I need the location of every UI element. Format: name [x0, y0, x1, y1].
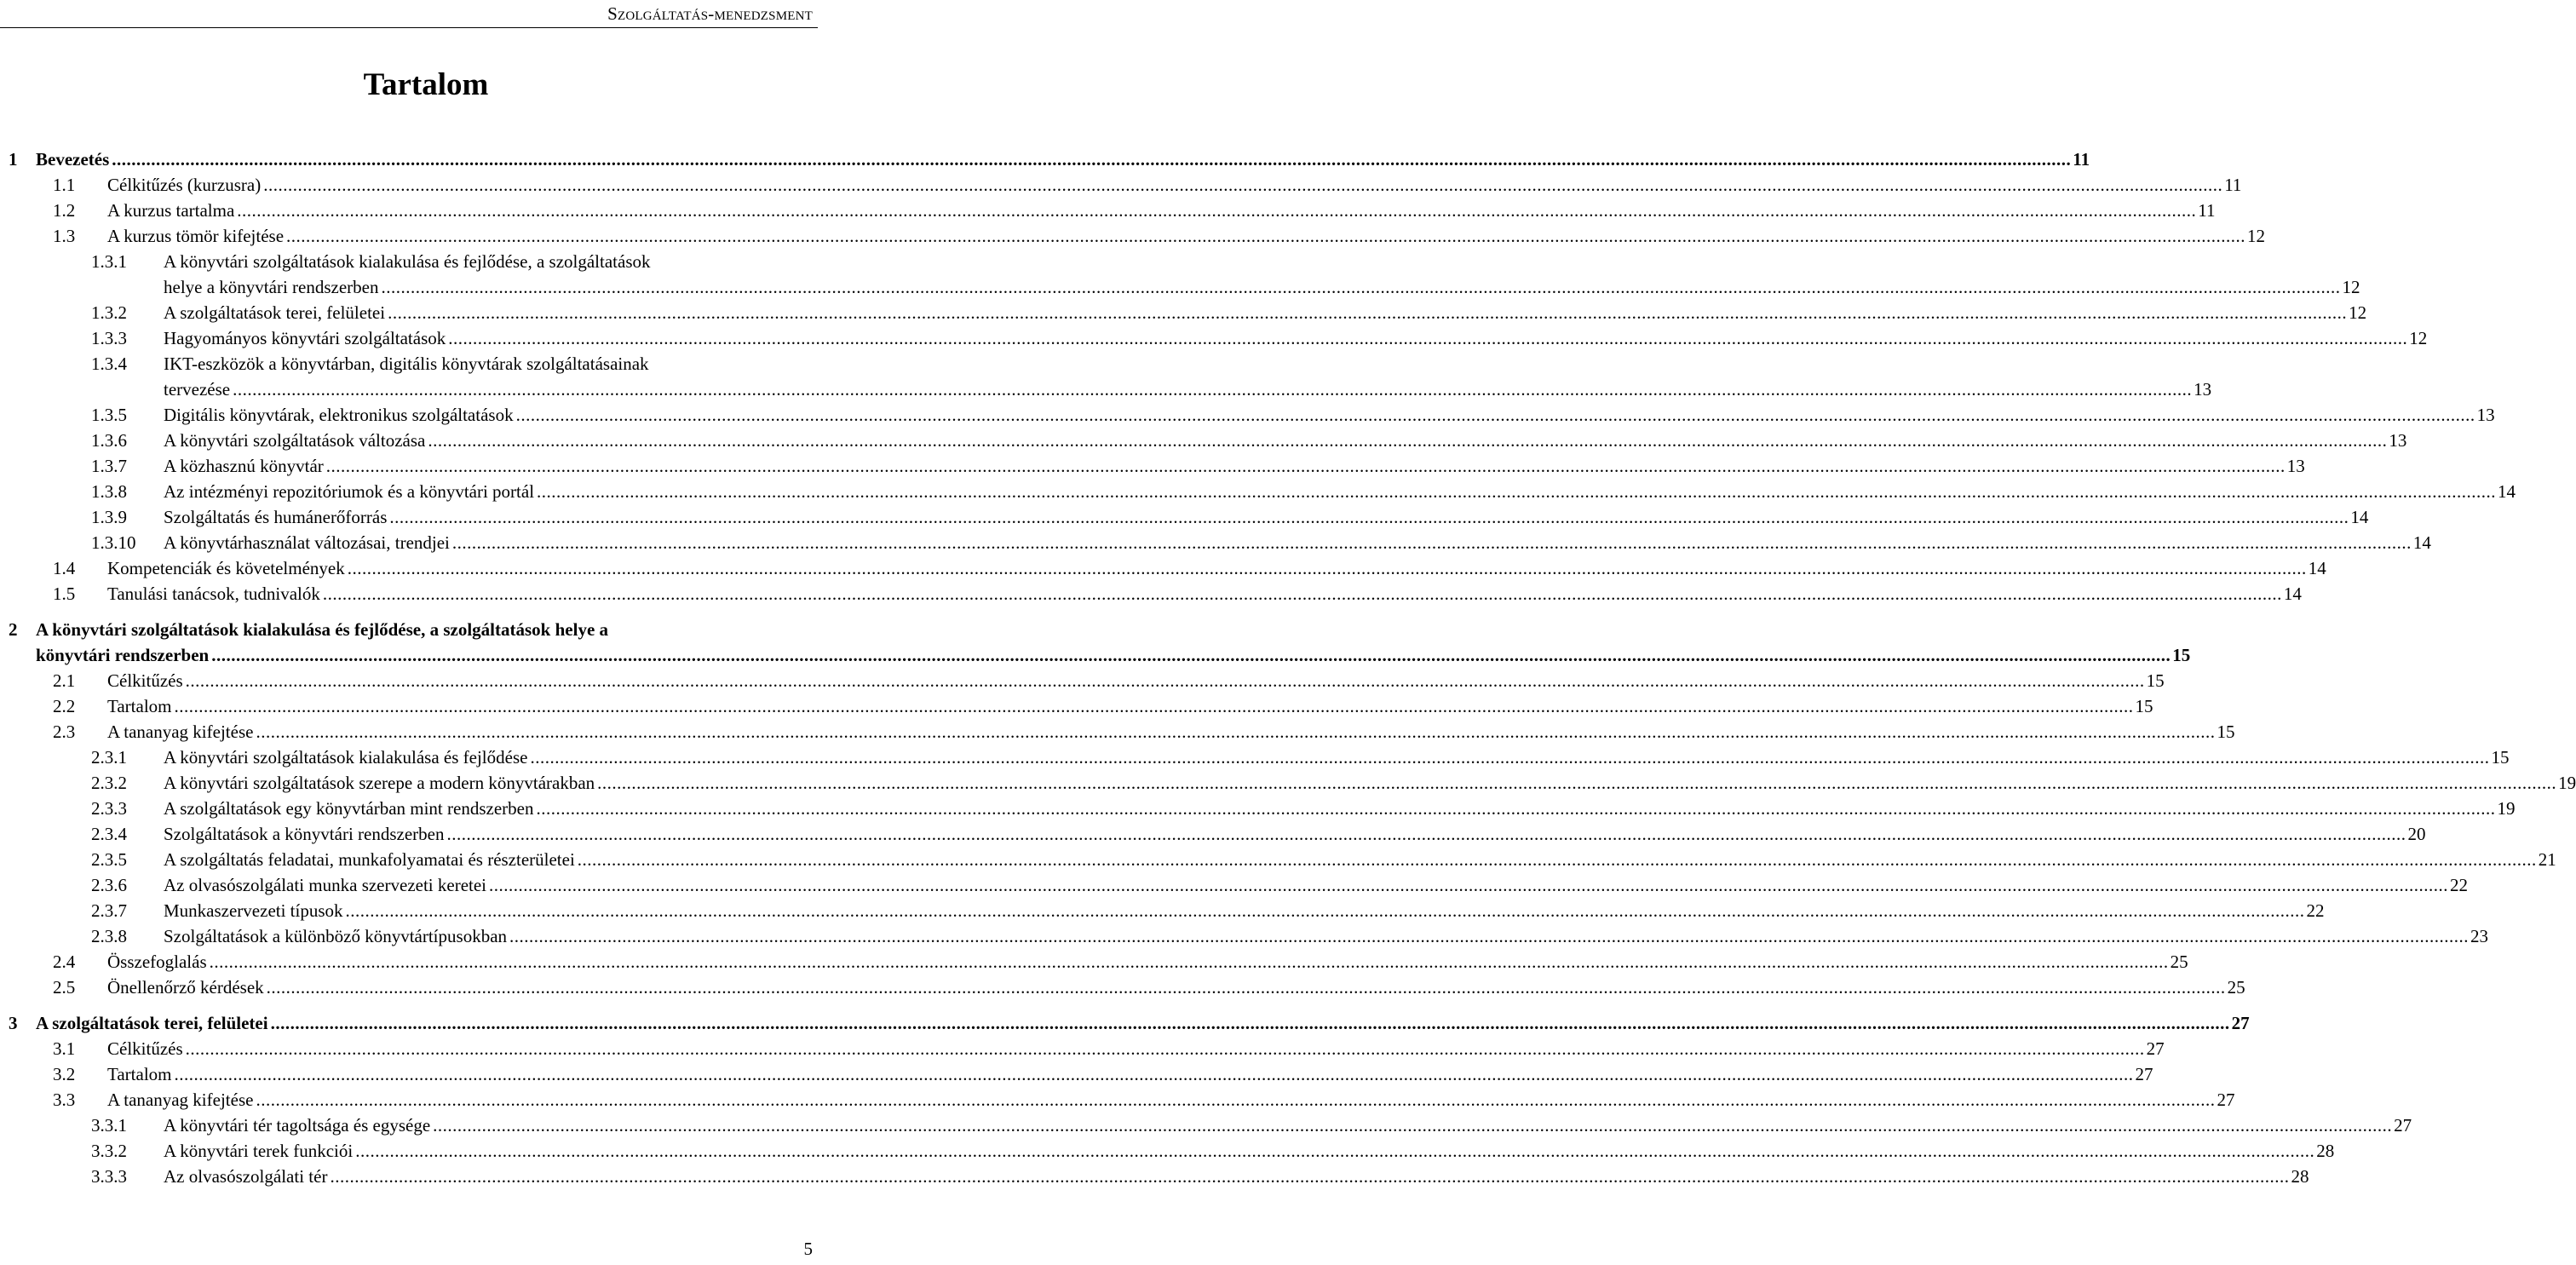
toc-entry-number: 1.3.3	[91, 328, 127, 348]
toc-entry[interactable]	[0, 796, 2516, 821]
dot-leader: ................................................................................................................................................................................................................................................................................................................................................................................................................	[185, 670, 2145, 691]
toc-entry-title: A közhasznú könyvtár	[164, 456, 324, 476]
toc-entry-page: 12	[2247, 226, 2266, 246]
toc-entry-page: 25	[2170, 952, 2188, 972]
toc-entry-title: Tartalom	[107, 1064, 172, 1084]
toc-entry[interactable]	[0, 249, 2360, 300]
toc-entry-page: 13	[2194, 379, 2212, 400]
toc-entry-title: könyvtári rendszerben	[36, 645, 210, 665]
toc-entry-page: 19	[2497, 798, 2516, 819]
toc-entry[interactable]	[0, 1036, 2165, 1061]
toc-entry-number: 2.5	[53, 977, 76, 998]
dot-leader: ................................................................................................................................................................................................................................................................................................................................................................................................................	[388, 302, 2348, 323]
toc-entry-number: 3.3.3	[91, 1166, 127, 1187]
dot-leader: ................................................................................................................................................................................................................................................................................................................................................................................................................	[233, 379, 2193, 400]
dot-leader: ................................................................................................................................................................................................................................................................................................................................................................................................................	[433, 1115, 2393, 1136]
toc-entry-title: Bevezetés	[36, 149, 110, 170]
dot-leader: ................................................................................................................................................................................................................................................................................................................................................................................................................	[270, 1013, 2230, 1033]
toc-entry-title: A könyvtári szolgáltatások kialakulása és fejlődése	[164, 747, 528, 768]
dot-leader: ................................................................................................................................................................................................................................................................................................................................................................................................................	[577, 849, 2537, 870]
toc-entry-number: 3.1	[53, 1038, 76, 1059]
toc-entry-number: 1.1	[53, 175, 76, 195]
toc-entry-number: 2.3.7	[91, 900, 127, 921]
toc-entry[interactable]	[0, 147, 2090, 172]
toc-entry[interactable]	[0, 198, 2216, 223]
dot-leader: ................................................................................................................................................................................................................................................................................................................................................................................................................	[347, 558, 2307, 578]
dot-leader: ................................................................................................................................................................................................................................................................................................................................................................................................................	[112, 149, 2072, 170]
toc-entry[interactable]	[0, 923, 2489, 949]
toc-entry-title: A kurzus tartalma	[107, 200, 235, 221]
toc-entry-title: A tananyag kifejtése	[107, 1090, 254, 1110]
toc-entry-number: 1.5	[53, 584, 76, 604]
dot-leader: ................................................................................................................................................................................................................................................................................................................................................................................................................	[185, 1038, 2145, 1059]
toc-entry[interactable]	[0, 1061, 2153, 1087]
toc-entry-page: 27	[2394, 1115, 2412, 1136]
toc-entry-number: 2.3.6	[91, 875, 127, 895]
dot-leader: ................................................................................................................................................................................................................................................................................................................................................................................................................	[509, 926, 2470, 946]
toc-entry-page: 11	[2073, 149, 2090, 170]
toc-entry-page: 19	[2558, 773, 2576, 793]
toc-entry-page: 14	[2283, 584, 2302, 604]
toc-entry-number: 2.3.2	[91, 773, 127, 793]
toc-entry[interactable]	[0, 555, 2326, 581]
toc-entry-number: 1.3.6	[91, 430, 127, 451]
toc-entry-page: 15	[2491, 747, 2510, 768]
toc-entry[interactable]	[0, 504, 2369, 530]
toc-entry-title: A könyvtári tér tagoltsága és egysége	[164, 1115, 431, 1136]
toc-entry-page: 13	[2389, 430, 2407, 451]
toc-entry[interactable]	[0, 821, 2426, 847]
toc-entry-number: 1.2	[53, 200, 76, 221]
toc-entry-title: Összefoglalás	[107, 952, 207, 972]
toc-entry-title: A szolgáltatás feladatai, munkafolyamatai és részterületei	[164, 849, 575, 870]
dot-leader: ................................................................................................................................................................................................................................................................................................................................................................................................................	[174, 1064, 2134, 1084]
toc-entry-title: helye a könyvtári rendszerben	[164, 277, 379, 297]
toc-entry-title: tervezése	[164, 379, 231, 400]
toc-entry[interactable]	[0, 693, 2153, 719]
dot-leader: ................................................................................................................................................................................................................................................................................................................................................................................................................	[530, 747, 2490, 768]
dot-leader: ................................................................................................................................................................................................................................................................................................................................................................................................................	[211, 645, 2171, 665]
toc-entry-page: 15	[2217, 722, 2235, 742]
toc-entry-title: Az intézményi repozitóriumok és a könyvtári portál	[164, 481, 535, 502]
toc-entry-number: 1.3.2	[91, 302, 127, 323]
toc-entry-number: 1.3.9	[91, 507, 127, 527]
toc-entry-title: Az olvasószolgálati tér	[164, 1166, 328, 1187]
toc-entry-title: Kompetenciák és követelmények	[107, 558, 345, 578]
toc-entry-title: A szolgáltatások terei, felületei	[164, 302, 386, 323]
toc-entry-title: A tananyag kifejtése	[107, 722, 254, 742]
toc-entry[interactable]	[0, 453, 2305, 479]
toc-entry-title: Szolgáltatások a különböző könyvtártípusokban	[164, 926, 508, 946]
toc-entry-page: 14	[2412, 532, 2431, 553]
toc-entry-page: 22	[2306, 900, 2325, 921]
toc-entry[interactable]	[0, 581, 2302, 607]
toc-entry-page: 15	[2172, 645, 2191, 665]
toc-entry-number: 3	[9, 1013, 18, 1033]
dot-leader: ................................................................................................................................................................................................................................................................................................................................................................................................................	[286, 226, 2246, 246]
toc-entry-page: 13	[2476, 405, 2495, 425]
toc-entry-title: Célkitűzés	[107, 1038, 183, 1059]
dot-leader: ................................................................................................................................................................................................................................................................................................................................................................................................................	[263, 175, 2223, 195]
toc-entry-page: 28	[2316, 1141, 2335, 1161]
toc-entry-page: 14	[2308, 558, 2326, 578]
toc-entry[interactable]	[0, 325, 2428, 351]
dot-leader: ................................................................................................................................................................................................................................................................................................................................................................................................................	[256, 722, 2216, 742]
toc-entry-page: 14	[2350, 507, 2369, 527]
toc-entry[interactable]	[0, 530, 2431, 555]
toc-entry-title: Önellenőrző kérdések	[107, 977, 264, 998]
toc-entry-page: 15	[2146, 670, 2165, 691]
table-of-contents	[0, 147, 2576, 1189]
toc-entry-page: 27	[2135, 1064, 2153, 1084]
toc-entry-number: 3.3.2	[91, 1141, 127, 1161]
toc-entry[interactable]	[0, 402, 2495, 428]
toc-entry-number: 2.3.1	[91, 747, 127, 768]
toc-entry-title: A könyvtári szolgáltatások változása	[164, 430, 426, 451]
toc-entry[interactable]	[0, 847, 2556, 872]
toc-entry-number: 2.3.4	[91, 824, 127, 844]
toc-entry-title: A szolgáltatások terei, felületei	[36, 1013, 268, 1033]
toc-entry-number: 2.4	[53, 952, 76, 972]
toc-entry[interactable]	[0, 351, 2212, 402]
toc-entry-page: 11	[2224, 175, 2242, 195]
dot-leader: ................................................................................................................................................................................................................................................................................................................................................................................................................	[174, 696, 2134, 716]
toc-entry-page: 25	[2227, 977, 2245, 998]
dot-leader: ................................................................................................................................................................................................................................................................................................................................................................................................................	[266, 977, 2226, 998]
page-title: Tartalom	[363, 67, 489, 102]
toc-entry-page: 14	[2498, 481, 2516, 502]
toc-entry[interactable]	[0, 1087, 2235, 1113]
dot-leader: ................................................................................................................................................................................................................................................................................................................................................................................................................	[536, 798, 2496, 819]
toc-entry-page: 12	[2409, 328, 2428, 348]
toc-entry-page: 22	[2450, 875, 2469, 895]
toc-entry[interactable]	[0, 1138, 2335, 1164]
toc-entry-page: 27	[2231, 1013, 2250, 1033]
dot-leader: ................................................................................................................................................................................................................................................................................................................................................................................................................	[256, 1090, 2216, 1110]
toc-entry-page: 28	[2291, 1166, 2309, 1187]
toc-entry[interactable]	[0, 479, 2516, 504]
dot-leader: ................................................................................................................................................................................................................................................................................................................................................................................................................	[322, 584, 2282, 604]
toc-entry[interactable]	[0, 300, 2367, 325]
toc-entry-title: A könyvtári szolgáltatások szerepe a modern könyvtárakban	[164, 773, 595, 793]
toc-entry[interactable]	[0, 1010, 2250, 1036]
toc-entry-page: 11	[2198, 200, 2216, 221]
toc-entry-page: 15	[2135, 696, 2153, 716]
toc-entry-number: 2.3.8	[91, 926, 127, 946]
toc-entry-number: 2.3.3	[91, 798, 127, 819]
toc-entry-number: 1.3	[53, 226, 76, 246]
toc-entry[interactable]	[0, 872, 2469, 898]
header-rule	[0, 27, 818, 28]
dot-leader: ................................................................................................................................................................................................................................................................................................................................................................................................................	[537, 481, 2497, 502]
page-number: 5	[803, 1239, 813, 1259]
toc-entry-number: 2	[9, 619, 18, 640]
toc-entry[interactable]	[0, 898, 2325, 923]
toc-entry[interactable]	[0, 745, 2510, 770]
dot-leader: ................................................................................................................................................................................................................................................................................................................................................................................................................	[515, 405, 2475, 425]
dot-leader: ................................................................................................................................................................................................................................................................................................................................................................................................................	[428, 430, 2388, 451]
dot-leader: ................................................................................................................................................................................................................................................................................................................................................................................................................	[451, 532, 2412, 553]
toc-entry[interactable]	[0, 1164, 2309, 1189]
toc-entry-page: 12	[2342, 277, 2360, 297]
toc-entry-number: 1.3.7	[91, 456, 127, 476]
dot-leader: ................................................................................................................................................................................................................................................................................................................................................................................................................	[389, 507, 2349, 527]
toc-entry-number: 1.4	[53, 558, 76, 578]
toc-entry[interactable]	[0, 719, 2235, 745]
dot-leader: ................................................................................................................................................................................................................................................................................................................................................................................................................	[237, 200, 2197, 221]
toc-entry[interactable]	[0, 428, 2407, 453]
toc-entry-title: A könyvtári terek funkciói	[164, 1141, 354, 1161]
toc-entry[interactable]	[0, 223, 2266, 249]
toc-entry-number: 1.3.5	[91, 405, 127, 425]
toc-entry[interactable]	[0, 668, 2165, 693]
toc-entry-number: 2.3	[53, 722, 76, 742]
toc-entry-title: Szolgáltatások a könyvtári rendszerben	[164, 824, 445, 844]
dot-leader: ................................................................................................................................................................................................................................................................................................................................................................................................................	[355, 1141, 2315, 1161]
toc-entry-number: 2.1	[53, 670, 76, 691]
toc-entry-title: Célkitűzés	[107, 670, 183, 691]
toc-entry-title: Szolgáltatás és humánerőforrás	[164, 507, 388, 527]
dot-leader: ................................................................................................................................................................................................................................................................................................................................................................................................................	[489, 875, 2449, 895]
toc-entry-title-line: A könyvtári szolgáltatások kialakulása és fejlődése, a szolgáltatások helye a	[36, 619, 609, 640]
toc-entry-title: Digitális könyvtárak, elektronikus szolgáltatások	[164, 405, 514, 425]
toc-entry-title: Hagyományos könyvtári szolgáltatások	[164, 328, 446, 348]
toc-entry-title: A kurzus tömör kifejtése	[107, 226, 285, 246]
toc-entry[interactable]	[0, 1113, 2412, 1138]
dot-leader: ................................................................................................................................................................................................................................................................................................................................................................................................................	[597, 773, 2557, 793]
dot-leader: ................................................................................................................................................................................................................................................................................................................................................................................................................	[325, 456, 2286, 476]
toc-entry-number: 1.3.10	[91, 532, 136, 553]
toc-entry-number: 2.2	[53, 696, 76, 716]
toc-entry-number: 3.3	[53, 1090, 76, 1110]
toc-entry-number: 1.3.8	[91, 481, 127, 502]
dot-leader: ................................................................................................................................................................................................................................................................................................................................................................................................................	[209, 952, 2169, 972]
toc-entry[interactable]	[0, 172, 2242, 198]
toc-entry[interactable]	[0, 975, 2245, 1000]
dot-leader: ................................................................................................................................................................................................................................................................................................................................................................................................................	[446, 824, 2406, 844]
toc-entry-page: 20	[2407, 824, 2426, 844]
toc-entry-number: 1	[9, 149, 18, 170]
dot-leader: ................................................................................................................................................................................................................................................................................................................................................................................................................	[381, 277, 2341, 297]
toc-entry-title: Az olvasószolgálati munka szervezeti keretei	[164, 875, 487, 895]
running-header: Szolgáltatás-menedzsment	[607, 3, 813, 24]
dot-leader: ................................................................................................................................................................................................................................................................................................................................................................................................................	[345, 900, 2305, 921]
toc-entry-number: 1.3.1	[91, 251, 127, 272]
toc-entry-page: 23	[2470, 926, 2489, 946]
toc-entry-page: 12	[2349, 302, 2367, 323]
toc-entry-number: 2.3.5	[91, 849, 127, 870]
toc-entry-number: 3.3.1	[91, 1115, 127, 1136]
toc-entry-page: 13	[2286, 456, 2305, 476]
toc-entry-title-line: A könyvtári szolgáltatások kialakulása és fejlődése, a szolgáltatások	[164, 251, 651, 272]
toc-entry-title: A szolgáltatások egy könyvtárban mint rendszerben	[164, 798, 534, 819]
toc-entry-title: A könyvtárhasználat változásai, trendjei	[164, 532, 450, 553]
toc-entry[interactable]	[0, 949, 2188, 975]
toc-entry-page: 27	[2146, 1038, 2165, 1059]
toc-entry-title: Célkitűzés (kurzusra)	[107, 175, 262, 195]
toc-entry-title: Munkaszervezeti típusok	[164, 900, 343, 921]
toc-entry-page: 27	[2217, 1090, 2235, 1110]
toc-entry-title: Tanulási tanácsok, tudnivalók	[107, 584, 320, 604]
toc-entry-title-line: IKT-eszközök a könyvtárban, digitális könyvtárak szolgáltatásainak	[164, 354, 649, 374]
dot-leader: ................................................................................................................................................................................................................................................................................................................................................................................................................	[330, 1166, 2290, 1187]
toc-entry-page: 21	[2538, 849, 2556, 870]
toc-entry[interactable]	[0, 770, 2576, 796]
toc-entry[interactable]	[0, 617, 2191, 668]
toc-entry-title: Tartalom	[107, 696, 172, 716]
toc-entry-number: 3.2	[53, 1064, 76, 1084]
dot-leader: ................................................................................................................................................................................................................................................................................................................................................................................................................	[448, 328, 2408, 348]
toc-entry-number: 1.3.4	[91, 354, 127, 374]
